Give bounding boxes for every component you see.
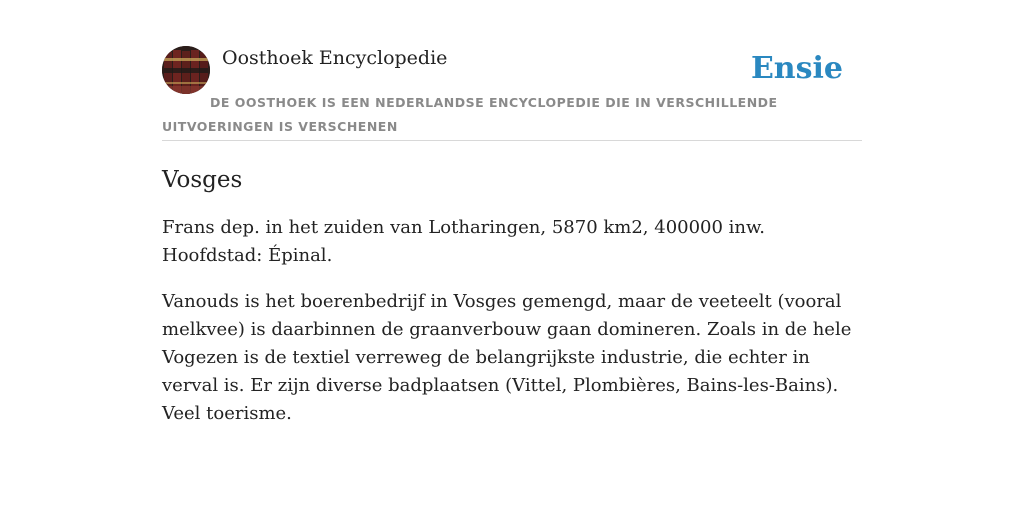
encyclopedia-books-icon[interactable] — [162, 46, 210, 94]
article-title: Vosges — [162, 167, 243, 193]
site-name[interactable]: Oosthoek Encyclopedie — [222, 47, 448, 69]
site-header — [162, 46, 862, 141]
brand-logo[interactable]: Ensie — [750, 51, 843, 86]
site-tagline: DE OOSTHOEK IS EEN NEDERLANDSE ENCYCLOPEDIE DIE IN VERSCHILLENDE UITVOERINGEN IS VERSCHENEN — [162, 95, 778, 134]
page-container — [162, 46, 862, 428]
article-paragraph: Vanouds is het boerenbedrijf in Vosges gemengd, maar de veeteelt (vooral melkvee) is daarbinnen de graanverbouw gaan domineren. Zoals in de hele Vogezen is de textiel verreweg de belangrijkste industrie, die echter in verval is. Er zijn diverse badplaatsen (Vittel, Plombières, Bains-les-Bains). Veel toerisme. — [162, 291, 852, 424]
article-paragraph: Frans dep. in het zuiden van Lotharingen, 5870 km2, 400000 inw. Hoofdstad: Épinal. — [162, 217, 766, 266]
